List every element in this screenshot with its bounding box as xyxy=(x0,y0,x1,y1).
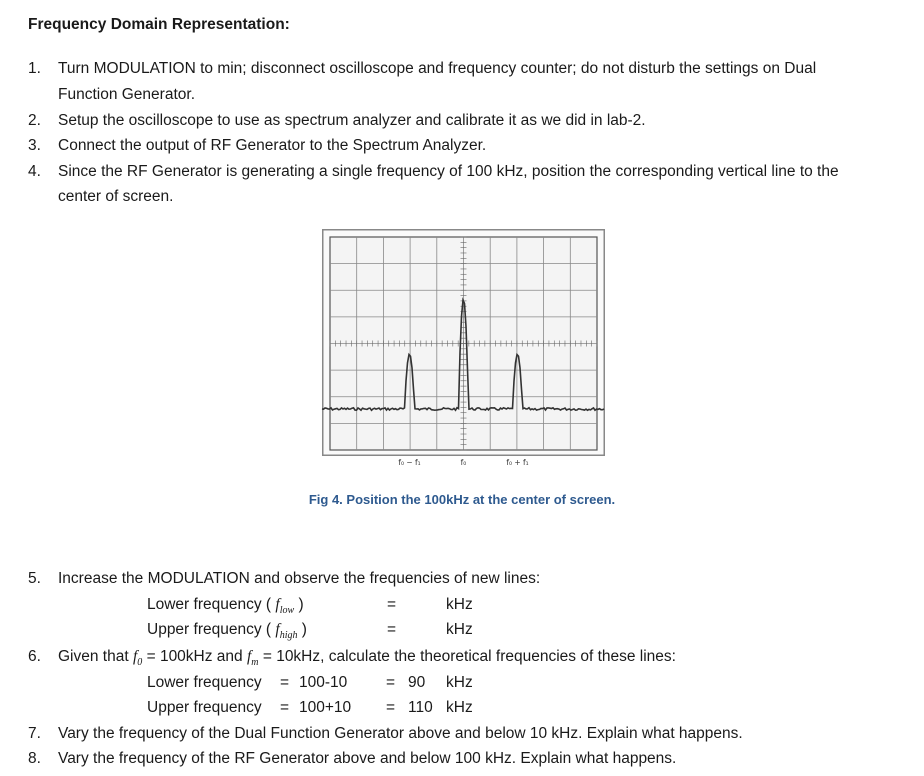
step6-lower-unit: kHz xyxy=(446,674,473,691)
step-3-text: Connect the output of RF Generator to the Spectrum Analyzer. xyxy=(58,137,487,154)
step5-upper-label: Upper frequency ( $f_{high}$ ) xyxy=(147,621,307,642)
figure-caption: Fig 4. Position the 100kHz at the center of screen. xyxy=(308,492,616,507)
step6-lower-equals-2: = xyxy=(386,674,396,691)
section-heading: Frequency Domain Representation: xyxy=(28,16,290,33)
step5-lower-label: Lower frequency ( $f_{low}$ ) xyxy=(147,596,304,617)
step-7-number: 7. xyxy=(28,725,41,742)
step6-lower-expression: 100-10 xyxy=(299,674,348,691)
step-3-number: 3. xyxy=(28,137,41,154)
step-5-number: 5. xyxy=(28,570,41,587)
step-8-number: 8. xyxy=(28,750,41,767)
step-1-number: 1. xyxy=(28,60,41,77)
step6-upper-equals-2: = xyxy=(386,699,396,716)
step6-upper-value: 110 xyxy=(408,699,433,716)
step6-upper-expression: 100+10 xyxy=(299,699,352,716)
step-6-number: 6. xyxy=(28,648,41,665)
step5-lower-equals: = xyxy=(387,596,397,613)
step-4-number: 4. xyxy=(28,163,41,180)
tick-label-center: f₀ xyxy=(460,458,467,467)
step6-upper-equals-1: = xyxy=(280,699,290,716)
spectrum-figure xyxy=(322,229,605,467)
spectrum-analyzer-screen xyxy=(322,229,605,467)
step-8-text: Vary the frequency of the RF Generator above and below 100 kHz. Explain what happens. xyxy=(58,750,677,767)
step-6-text: Given that $f_0 = 100kHz$ and $f_m = 10kHz$, calculate the theoretical frequencies of these lines: xyxy=(58,648,676,669)
step6-lower-value: 90 xyxy=(408,674,426,691)
step5-lower-unit: kHz xyxy=(446,596,473,613)
tick-label-lower: f₀ − f₁ xyxy=(398,458,421,467)
tick-label-upper: f₀ + f₁ xyxy=(506,458,529,467)
step-1-text: Turn MODULATION to min; disconnect oscilloscope and frequency counter; do not disturb the settings on Dual xyxy=(58,60,817,77)
step6-lower-equals-1: = xyxy=(280,674,290,691)
step-7-text: Vary the frequency of the Dual Function Generator above and below 10 kHz. Explain what happens. xyxy=(58,725,743,742)
step-4-text-cont: center of screen. xyxy=(58,188,174,205)
step-4-text: Since the RF Generator is generating a single frequency of 100 kHz, position the corresponding vertical line to the xyxy=(58,163,839,180)
step-2-number: 2. xyxy=(28,112,41,129)
step5-upper-unit: kHz xyxy=(446,621,473,638)
step-5-text: Increase the MODULATION and observe the frequencies of new lines: xyxy=(58,570,541,587)
step5-upper-equals: = xyxy=(387,621,397,638)
step6-upper-unit: kHz xyxy=(446,699,473,716)
step-1-text-cont: Function Generator. xyxy=(58,86,195,103)
step6-lower-label: Lower frequency xyxy=(147,674,262,691)
step6-upper-label: Upper frequency xyxy=(147,699,262,716)
step-2-text: Setup the oscilloscope to use as spectrum analyzer and calibrate it as we did in lab-2. xyxy=(58,112,646,129)
